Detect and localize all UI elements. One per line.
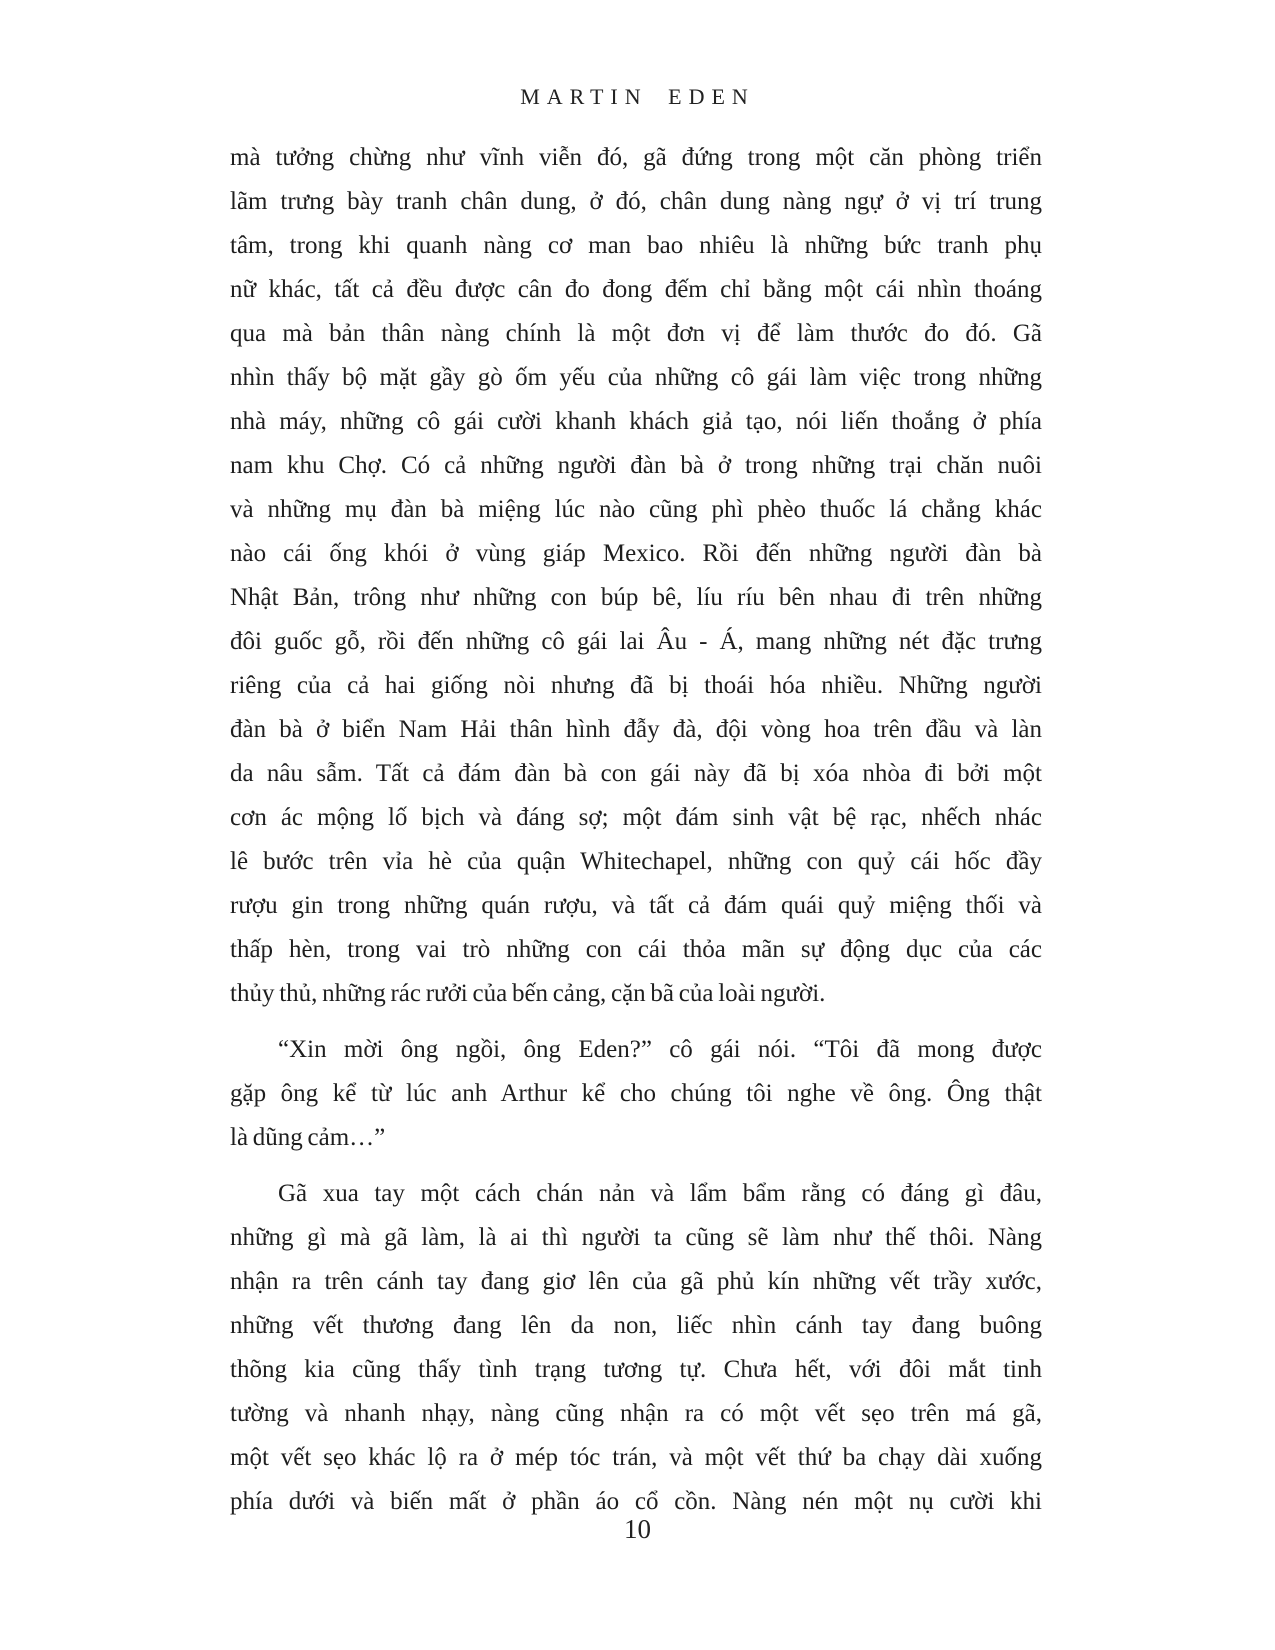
text-line: cơn ác mộng lố bịch và đáng sợ; một đám sinh vật bệ rạc, nhếch nhác: [230, 804, 1042, 831]
paragraph: [230, 136, 1042, 1016]
text-line: đôi guốc gỗ, rồi đến những cô gái lai Âu - Á, mang những nét đặc trưng: [230, 628, 1042, 655]
text-line: thủy thủ, những rác rưởi của bến cảng, cặn bã của loài người.: [230, 980, 826, 1007]
text-line: riêng của cả hai giống nòi nhưng đã bị thoái hóa nhiều. Những người: [230, 672, 1042, 699]
text-line: những gì mà gã làm, là ai thì người ta cũng sẽ làm như thế thôi. Nàng: [230, 1224, 1042, 1251]
running-header: MARTIN EDEN: [520, 84, 755, 109]
text-line: da nâu sẫm. Tất cả đám đàn bà con gái này đã bị xóa nhòa đi bởi một: [230, 760, 1042, 787]
text-line: mà tưởng chừng như vĩnh viễn đó, gã đứng trong một căn phòng triển: [230, 144, 1042, 171]
text-line: phía dưới và biến mất ở phần áo cổ cồn. Nàng nén một nụ cười khi: [230, 1488, 1042, 1515]
text-line: rượu gin trong những quán rượu, và tất cả đám quái quỷ miệng thối và: [230, 892, 1042, 919]
text-line: những vết thương đang lên da non, liếc nhìn cánh tay đang buông: [230, 1312, 1042, 1339]
text-line: nữ khác, tất cả đều được cân đo đong đếm chỉ bằng một cái nhìn thoáng: [230, 276, 1042, 303]
text-line: là dũng cảm…”: [230, 1124, 386, 1151]
text-line: “Xin mời ông ngồi, ông Eden?” cô gái nói. “Tôi đã mong được: [278, 1036, 1042, 1063]
text-line: thõng kia cũng thấy tình trạng tương tự. Chưa hết, với đôi mắt tinh: [230, 1356, 1042, 1383]
text-line: lãm trưng bày tranh chân dung, ở đó, chân dung nàng ngự ở vị trí trung: [230, 188, 1042, 215]
text-line: nam khu Chợ. Có cả những người đàn bà ở trong những trại chăn nuôi: [230, 452, 1042, 479]
text-line: nhà máy, những cô gái cười khanh khách giả tạo, nói liến thoắng ở phía: [230, 408, 1042, 435]
page-number: 10: [624, 1514, 651, 1544]
text-line: một vết sẹo khác lộ ra ở mép tóc trán, và một vết thứ ba chạy dài xuống: [230, 1444, 1042, 1471]
text-line: nhìn thấy bộ mặt gầy gò ốm yếu của những cô gái làm việc trong những: [230, 364, 1042, 391]
text-line: thấp hèn, trong vai trò những con cái thỏa mãn sự động dục của các: [230, 936, 1042, 963]
text-line: nào cái ống khói ở vùng giáp Mexico. Rồi đến những người đàn bà: [230, 540, 1042, 567]
paragraph: [230, 1028, 1042, 1160]
text-line: gặp ông kể từ lúc anh Arthur kể cho chúng tôi nghe về ông. Ông thật: [230, 1080, 1042, 1107]
text-line: tâm, trong khi quanh nàng cơ man bao nhiêu là những bức tranh phụ: [230, 232, 1042, 259]
paragraph: [230, 1172, 1042, 1524]
text-line: nhận ra trên cánh tay đang giơ lên của gã phủ kín những vết trầy xước,: [230, 1268, 1042, 1295]
text-line: qua mà bản thân nàng chính là một đơn vị để làm thước đo đó. Gã: [230, 320, 1042, 347]
text-line: Gã xua tay một cách chán nản và lẩm bẩm rằng có đáng gì đâu,: [278, 1180, 1042, 1207]
text-line: và những mụ đàn bà miệng lúc nào cũng phì phèo thuốc lá chẳng khác: [230, 496, 1042, 523]
text-line: Nhật Bản, trông như những con búp bê, líu ríu bên nhau đi trên những: [230, 584, 1042, 611]
text-line: đàn bà ở biển Nam Hải thân hình đẫy đà, đội vòng hoa trên đầu và làn: [230, 716, 1042, 743]
text-line: lê bước trên vỉa hè của quận Whitechapel, những con quỷ cái hốc đầy: [230, 848, 1042, 875]
text-line: tường và nhanh nhạy, nàng cũng nhận ra có một vết sẹo trên má gã,: [230, 1400, 1042, 1427]
page-text: [230, 136, 1042, 1524]
